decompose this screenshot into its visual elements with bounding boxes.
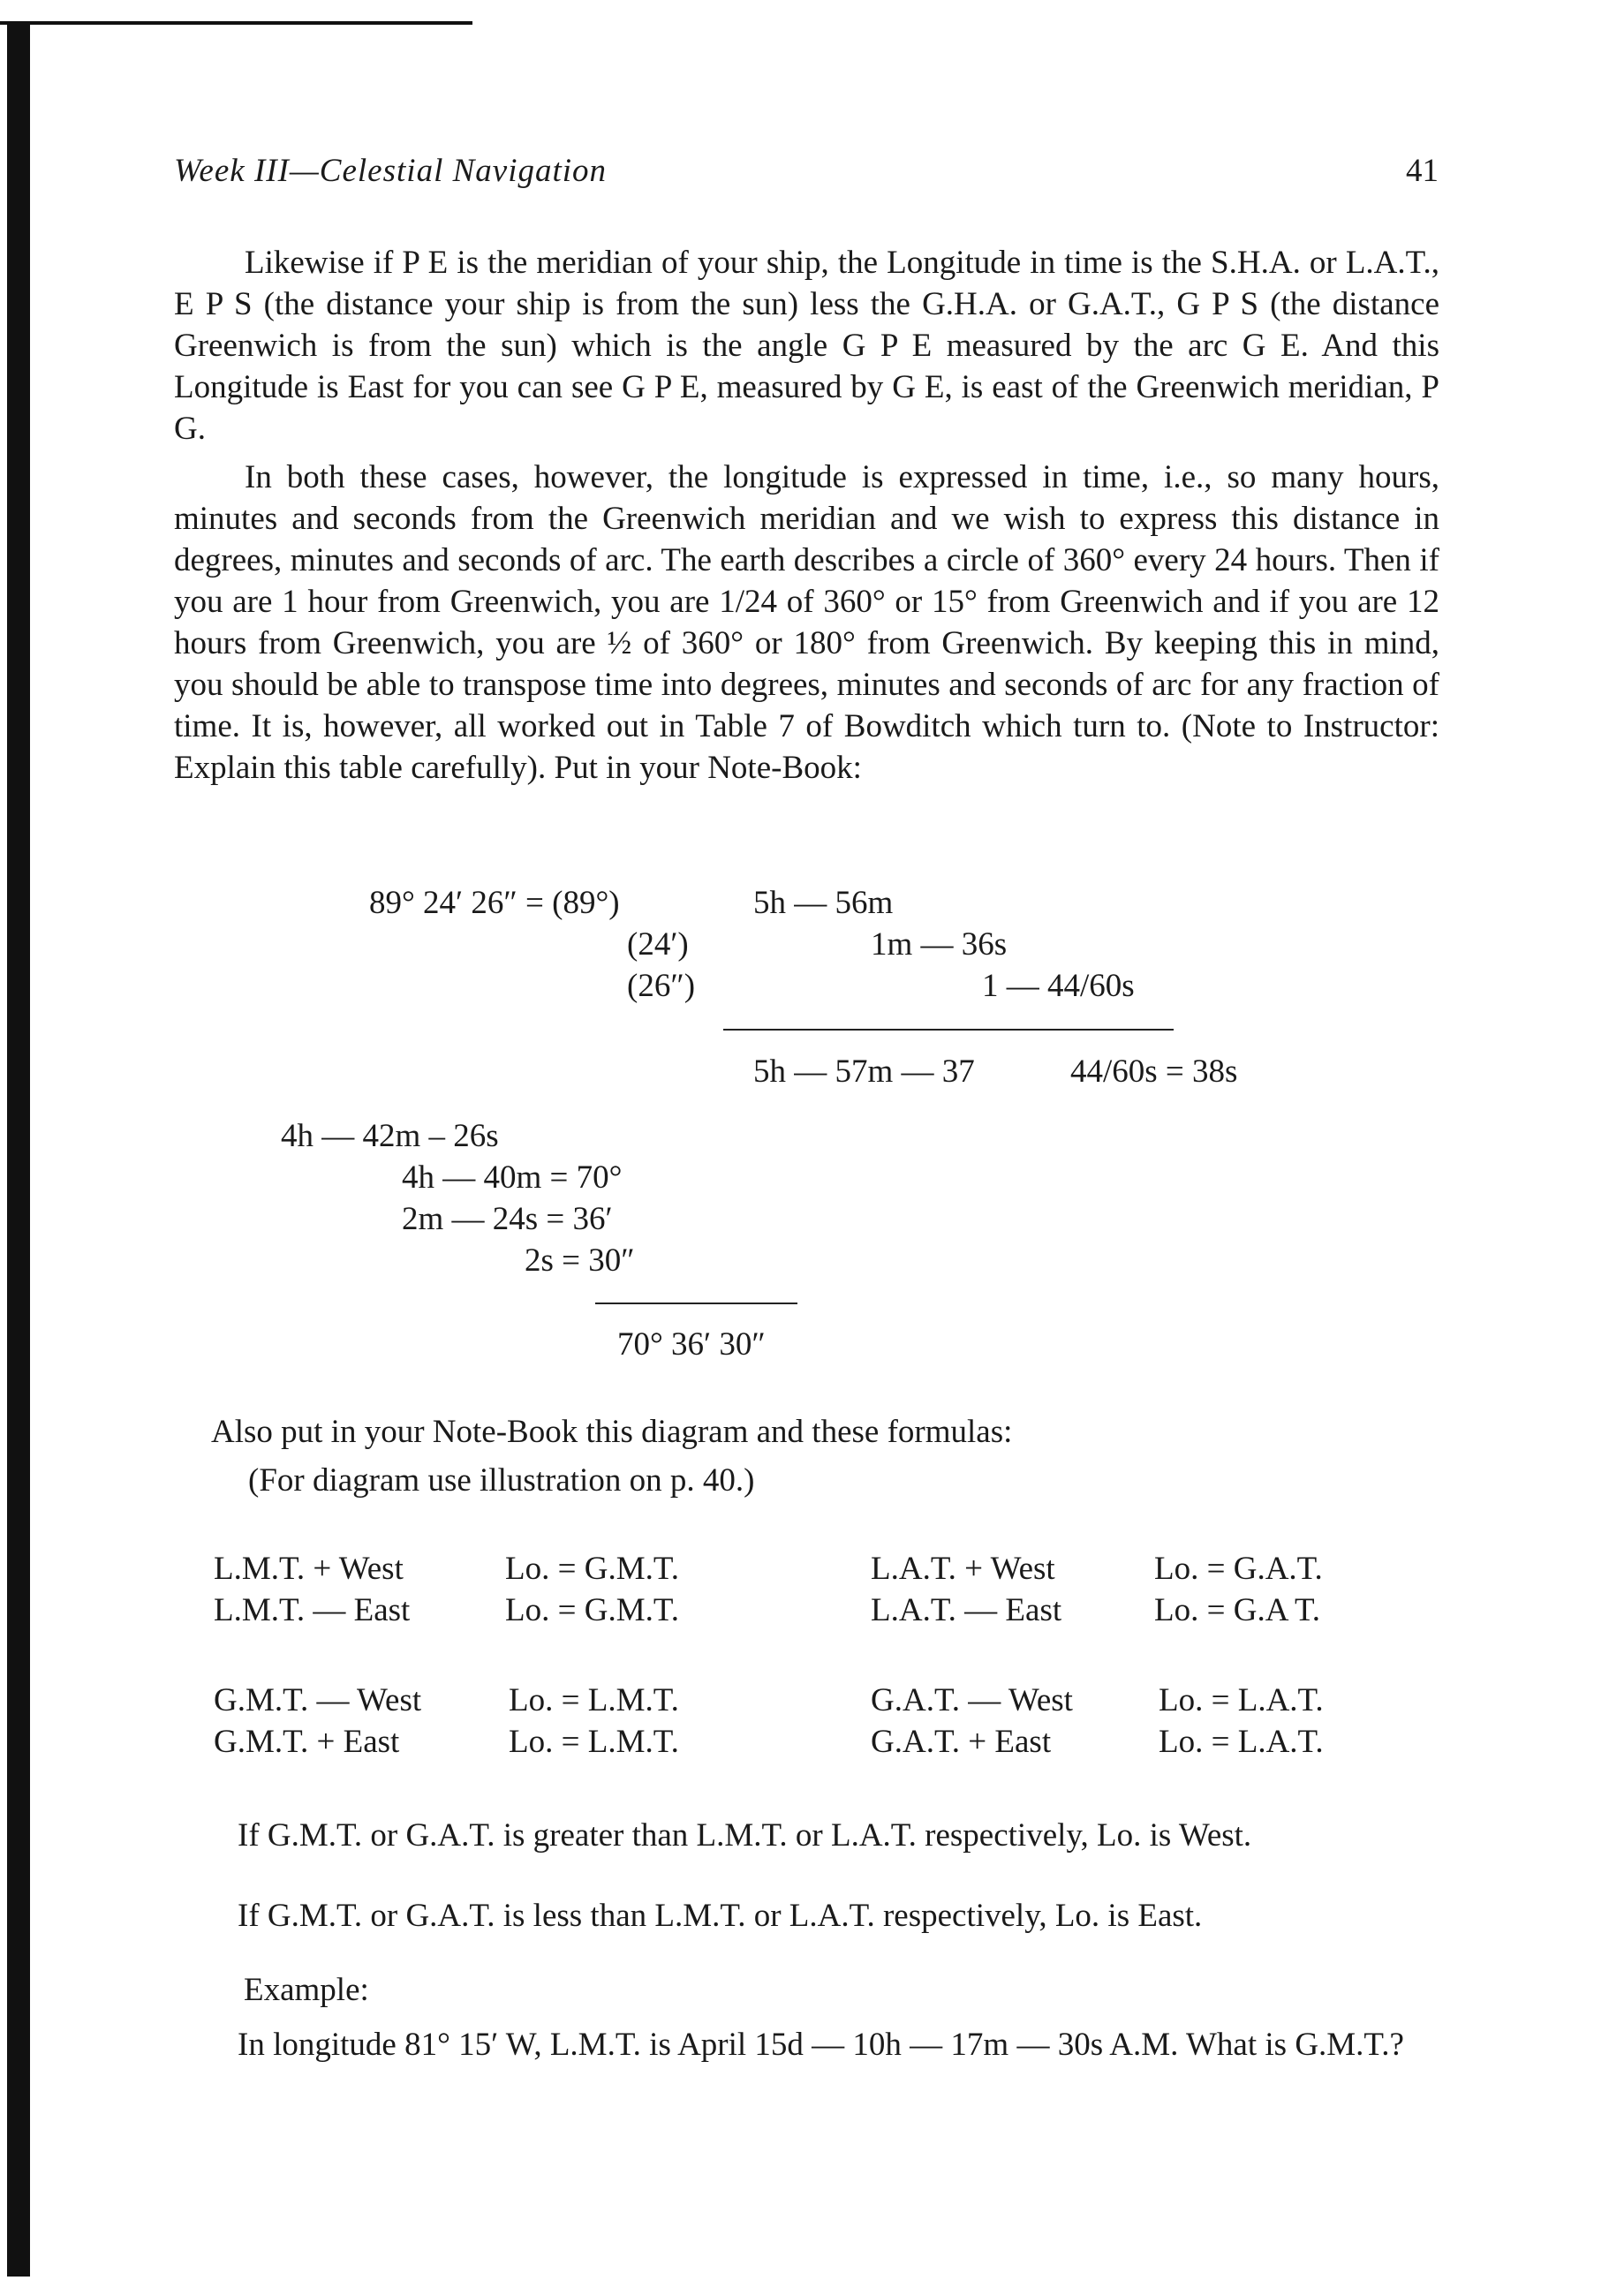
example-text <box>167 2024 1439 2065</box>
formula-result: Lo. = G.A.T. <box>1154 1551 1323 1587</box>
paragraph-time-to-arc <box>174 457 1439 789</box>
running-header: Week III—Celestial Navigation <box>174 153 608 189</box>
paragraph-text: In longitude 81° 15′ W, L.M.T. is April 15d — 10h — 17m — 30s A.M. What is G.M.T.? <box>238 2027 1404 2063</box>
calc-note: 44/60s = 38s <box>1070 1053 1238 1090</box>
paragraph-text: If G.M.T. or G.A.T. is less than L.M.T. or L.A.T. respectively, Lo. is East. <box>238 1898 1203 1934</box>
formula-left: G.M.T. + East <box>214 1724 400 1760</box>
formula-result: Lo. = L.A.T. <box>1159 1682 1324 1718</box>
page-edge-top-line <box>0 21 472 25</box>
calc2-total: 70° 36′ 30″ <box>617 1326 766 1363</box>
formula-left: L.M.T. — East <box>214 1592 411 1628</box>
formula-left: G.A.T. — West <box>871 1682 1073 1718</box>
also-note: Also put in your Note-Book this diagram and these formulas: <box>211 1414 1013 1450</box>
formula-result: Lo. = L.A.T. <box>1159 1724 1324 1760</box>
calc-total: 5h — 57m — 37 <box>753 1053 975 1090</box>
paragraph-text: Likewise if P E is the meridian of your ship, the Longitude in time is the S.H.A. or L.A.T., E P S (the distance your ship is from the sun) less the G.H.A. or G.A.T., G P S (the distance Greenwich is from the sun) which is the angle G P E measured by the arc G E. And this Longitude is East for you can see G P E, measured by G E, is east of the Greenwich meridian, P G. <box>174 245 1439 447</box>
formula-result: Lo. = L.M.T. <box>509 1682 679 1718</box>
calc-time-3: 1 — 44/60s <box>982 968 1135 1004</box>
calc2-row-3: 2s = 30″ <box>525 1242 635 1279</box>
calc-arc-seconds: (26″) <box>627 968 696 1004</box>
paragraph-text: In both these cases, however, the longitude is expressed in time, i.e., so many hours, minutes and seconds from the Greenwich meridian and we wish to express this distance in degrees, minutes and seconds of arc. The earth describes a circle of 360° every 24 hours. Then if you are 1 hour from Greenwich, you are 1/24 of 360° or 15° from Greenwich and if you are 12 hours from Greenwich, you are ½ of 360° or 180° from Greenwich. By keeping this in mind, you should be able to transpose time into degrees, minutes and seconds of arc for any fraction of time. It is, however, all worked out in Table 7 of Bowditch which turn to. (Note to Instructor: Explain this table carefully). Put in your Note-Book: <box>174 459 1439 786</box>
paragraph-longitude-east <box>174 242 1439 449</box>
calc2-row-2: 2m — 24s = 36′ <box>402 1201 613 1237</box>
formula-left: L.A.T. + West <box>871 1551 1055 1587</box>
formula-result: Lo. = G.M.T. <box>505 1551 679 1587</box>
calc-arc-minutes: (24′) <box>627 926 689 963</box>
calc-time-1: 5h — 56m <box>753 885 894 921</box>
paragraph-text: If G.M.T. or G.A.T. is greater than L.M.T. or L.A.T. respectively, Lo. is West. <box>238 1817 1252 1854</box>
formula-left: L.M.T. + West <box>214 1551 404 1587</box>
formula-left: G.M.T. — West <box>214 1682 422 1718</box>
formula-left: L.A.T. — East <box>871 1592 1062 1628</box>
formula-result: Lo. = L.M.T. <box>509 1724 679 1760</box>
rule-east <box>167 1895 1439 1937</box>
calc-time-2: 1m — 36s <box>871 926 1008 963</box>
example-label: Example: <box>244 1972 369 2008</box>
page-number: 41 <box>1406 153 1439 189</box>
formula-result: Lo. = G.A T. <box>1154 1592 1321 1628</box>
rule-west <box>167 1815 1439 1856</box>
calc2-row-1: 4h — 40m = 70° <box>402 1159 623 1196</box>
sum-rule <box>723 1029 1174 1031</box>
page-edge-binding-shadow <box>7 25 30 2277</box>
sum-rule <box>595 1303 797 1304</box>
formula-result: Lo. = G.M.T. <box>505 1592 679 1628</box>
calc-arc: 89° 24′ 26″ = (89°) <box>369 885 620 921</box>
diagram-note: (For diagram use illustration on p. 40.) <box>248 1462 755 1499</box>
formula-left: G.A.T. + East <box>871 1724 1052 1760</box>
calc2-time: 4h — 42m – 26s <box>281 1118 499 1154</box>
